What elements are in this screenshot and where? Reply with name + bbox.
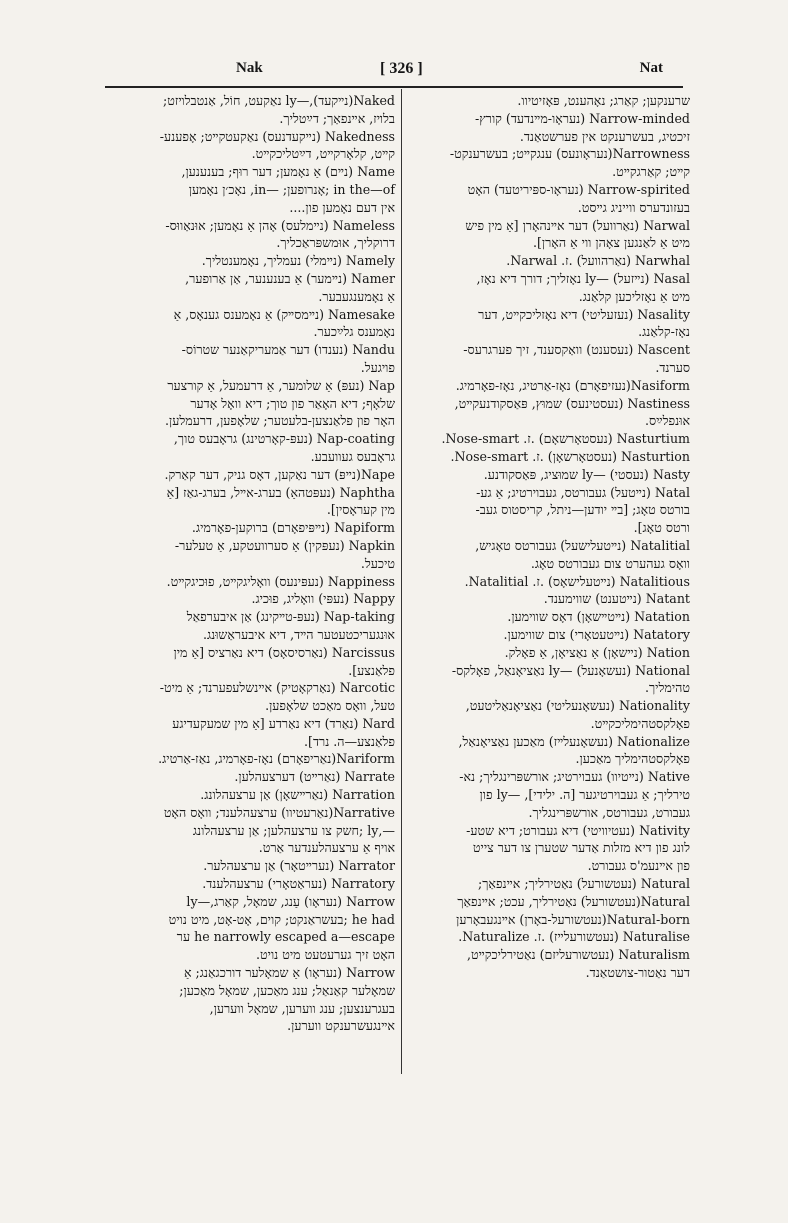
dictionary-line: Nastiness (נעסטינעס) שמוּץ, פּאַסקודנעקײט,	[454, 395, 690, 411]
dictionary-line: Napkin (נעפּקין) אַ סערוועטקע, אַ טעלער-	[174, 537, 395, 553]
dictionary-line: Narrow-minded (נעראָו-מײנדעד) קורץ-	[474, 110, 690, 126]
dictionary-line: Nandu (נענדו) דער אַמעריקאַנער שטרוֹס-	[181, 342, 395, 358]
dictionary-line: דער נאַטור-צושטאַנד.	[585, 965, 690, 981]
dictionary-line: האָט זיך גערעטעט מיט נויט.	[256, 947, 395, 963]
dictionary-line: בורטס טאָג; [בײ יודען—ניתל, קריסטוס געב-	[475, 502, 690, 518]
page-number: [ 326 ]	[380, 60, 423, 77]
dictionary-line: Natalitious (נײטעלישאָס) .ז. Natalitial.	[464, 573, 690, 589]
dictionary-line: טירליך; אַ געבוירטיגער [ה. ילידי], —ly פון	[479, 787, 690, 803]
dictionary-line: Naked(נײקעד),—ly נאַקעט, חוֹל, אַנטבלױזט;	[163, 93, 395, 108]
dictionary-line: Nascent (נעסענט) וואַקסענד, זיך פערגרעס-	[463, 342, 690, 358]
dictionary-line: Nationalize (נעשאָנעלײז) מאַכען נאַציאָנאַל,	[458, 733, 690, 749]
dictionary-line: Natural(נעטשורעל) נאַטירליך, עכט; אײנפאַך	[457, 893, 690, 909]
dictionary-line: National (נעשאָנעל) —ly נאַציאָנאַל, פאָלקס-	[451, 662, 690, 678]
dictionary-line: Nasiform(נעזיפאָרם) נאָז-אַרטיג, נאָז-פאָרמיג.	[455, 377, 690, 393]
dictionary-line: Naturalism (נעטשורעליזם) נאַטירליכקײט,	[467, 947, 690, 963]
dictionary-line: בעזונדערס ווייניג גײסט.	[577, 199, 690, 215]
dictionary-line: טהימליך.	[644, 680, 690, 696]
dictionary-line: וואָס געהערט צום געבורטס טאָג.	[530, 555, 690, 571]
dictionary-line: Nap-coating (נעפּ-קאָרטינג) גראָבעס טוך,	[173, 431, 395, 447]
dictionary-line: he had ;בעשראַנקט; קוים, אָט-אָט, מיט נויט	[168, 911, 395, 927]
dictionary-line: אוּנפלײַס.	[645, 413, 690, 429]
dictionary-line: Nation (נײשאָן) אַ נאַציאָן, אַ פאָלק.	[504, 644, 690, 660]
dictionary-line: Natatory (נײטעטאָרי) צום שווימען.	[503, 626, 690, 642]
dictionary-line: קײט; קאַרגקײט.	[612, 164, 690, 180]
dictionary-line: אוּנגעריכטעטער הײד, דיא איבעראַשוּנג.	[202, 626, 395, 642]
dictionary-line: Narcissus (נאַרסיסאָס) דיא נאַרציס [אַ מין	[173, 644, 395, 660]
dictionary-line: נאָז-קלאַנג.	[638, 324, 690, 340]
dictionary-line: Narration (נאַרײשאָן) אַן ערצעהלונג.	[200, 787, 395, 803]
dictionary-line: Natal (נײטעל) געבורטס, געבוירטיג; אַ גע-	[476, 484, 690, 500]
dictionary-line: געבורט, געבורטס, אורשפּרינגליך.	[528, 804, 690, 820]
dictionary-line: אַ נאָמענגעבער.	[318, 288, 395, 304]
dictionary-line: Nativity (נעטיוויטי) דיא געבורט; דיא שטע-	[466, 822, 690, 838]
dictionary-line: Nakedness (נײקעדנעס) נאַקעטקײט; אָפענע-	[159, 128, 395, 144]
dictionary-line: Nasturtium (נעסטאָרשאָם) .ז. Nose-smart.	[441, 431, 690, 447]
dictionary-line: בעגרענצען; ענג ווערען, שמאָל ווערען,	[209, 1000, 395, 1016]
dictionary-line: מיט אַ נאָזליכען קלאַנג.	[578, 288, 690, 304]
dictionary-line: אין דעם נאָמען פון....	[289, 199, 395, 215]
dictionary-line: בלױז, אײנפאַך; דײַטליך.	[279, 110, 395, 126]
dictionary-line: Nationality (נעשאָנעליטי) נאַציאָנאַליטעט,	[465, 698, 690, 714]
dictionary-line: שמאָלער קאַנאַל; ענג מאַכען, שמאָל מאַכען;	[179, 982, 395, 998]
dictionary-line: Natural (נעטשורעל) נאַטירליך; אײנפאַך;	[477, 876, 690, 892]
dictionary-line: סערנד.	[655, 359, 690, 375]
dictionary-line: ורטס טאָג].	[633, 520, 690, 536]
dictionary-line: Name (נײם) אַ נאָמען; דער רוּף; בענענען,	[181, 164, 395, 180]
dictionary-line: Nasal (נײזעל) —ly נאָזליך; דורך דיא נאָז,	[476, 270, 690, 286]
dictionary-line: Nasty (נעסטי) —ly שמוּציג, פּאַסקודנע.	[483, 466, 690, 482]
dictionary-line: he narrowly escaped a—escape ער	[176, 929, 395, 945]
dictionary-line: Namer (נײמער) אַ בענענער, אַן אַרופער,	[185, 270, 395, 286]
dictionary-line: זיכטיג, בעשרענקט אין פערשטאַנד.	[519, 128, 690, 144]
dictionary-line: Nap-taking (נעפּ-טײקינג) אַן איבערפאַל	[186, 609, 395, 625]
dictionary-line: האָר פון פלאַנצען-בלעטער; שלאָפען, דרעמלען.	[165, 413, 395, 429]
dictionary-line: Nasality (נעזעליטי) דיא נאָזליכקײט, דער	[478, 306, 690, 322]
dictionary-line: דרוקליך, אוּמשפּראַכליך.	[276, 235, 395, 251]
dictionary-line: Namesake (נײמסײק) אַ נאָמענס גענאָס, אַ	[173, 306, 395, 322]
right-column	[406, 92, 690, 982]
dictionary-line: Narwal (נאַרוועל) דער אײנהאָרן [אַ מין פיש	[465, 217, 690, 233]
dictionary-line: לונג פון דיא מזלות אַדער שטערן צו דער צייט	[472, 840, 690, 856]
dictionary-line: Narrator (נערײטאָר) אַן ערצעהלער.	[203, 858, 395, 874]
dictionary-line: טיכעל.	[360, 555, 395, 571]
dictionary-line: Natalitial (נײטעלישעל) געבורטס טאָגיש,	[475, 537, 690, 553]
dictionary-line: Narratory (נעראַטאָרי) ערצעהלענד.	[202, 876, 395, 892]
dictionary-line: קײט, קלאָרקײט, דײַטליכקײט.	[251, 146, 395, 162]
dictionary-line: Native (נײטיוו) געבוירטיג; אורשפּרינגליך; נא-	[459, 769, 690, 785]
dictionary-line: Nasturtion (נעסטאָרשאָן) .ז. Nose-smart.	[450, 448, 690, 464]
dictionary-line: פלאַנצע—ה. נרד].	[304, 733, 395, 749]
dictionary-line: אײנגעשרענקט ווערען.	[287, 1018, 395, 1034]
dictionary-line: Nappy (נעפּי) וואָליג, פוּכיג.	[251, 591, 395, 607]
dictionary-line: Natural-born(נעטשורעל-באָרן) אײנגעבאָרען	[456, 911, 690, 927]
left-column	[110, 92, 395, 1035]
dictionary-line: Namely (נײמלי) נעמליך, נאָמענטליך.	[201, 253, 395, 269]
header-rule	[105, 86, 683, 88]
dictionary-line: Narwhal (נאַרהוועל) .ז. Narwal.	[506, 253, 690, 269]
dictionary-line: Narcotic (נאַרקאָטיק) אײנשלעפערנד; אַ מיט-	[159, 680, 395, 696]
dictionary-line: פאָלקסטהימליך מאַכען.	[575, 751, 690, 767]
dictionary-line: Narrate (נאַרײט) דערצעהלען.	[234, 769, 395, 785]
right-guide-word: Nat	[639, 60, 663, 76]
dictionary-line: פאָלקסטהימליכקײט.	[590, 715, 690, 731]
dictionary-line: פויגעל.	[360, 359, 395, 375]
dictionary-line: Narrow (נעראָו) אַ שמאָלער דורכגאַנג; אַ	[183, 965, 395, 981]
left-guide-word: Nak	[236, 60, 263, 76]
dictionary-line: Narrative(נאַרעטיוו) ערצעהלענד; וואָס האָט	[163, 804, 395, 820]
dictionary-line: Napiform (נײפּיפאָרם) ברוקען-פאָרמיג.	[191, 520, 395, 536]
dictionary-line: Natant (נײטענט) שווימענד.	[543, 591, 690, 607]
dictionary-line: Naturalise (נעטשורעלײז) .ז. Naturalize.	[458, 929, 690, 945]
column-divider	[401, 89, 402, 1074]
dictionary-line: Nariform(נאַריפאָרם) נאָז-פאָרמיג, נאַז-אַרטיג.	[158, 751, 395, 767]
dictionary-line: —,ly ;חשק צו ערצעהלען; אַן ערצעהלונג	[192, 822, 395, 838]
dictionary-line: אויף אַ ערצעהלענדער אַרט.	[258, 840, 395, 856]
dictionary-line: Nard (נאַרד) דיא נאַרדע [אַ מין שמעקעדיגע	[172, 715, 395, 731]
dictionary-line: שרענקען; קאַרג; נאָהענט, פּאָזיטיוו.	[517, 93, 690, 108]
dictionary-line: מיט אַ לאַנגען צאָהן ווי אַ האָרן].	[532, 235, 690, 251]
dictionary-line: גראָבעס געוועבע.	[310, 448, 395, 464]
dictionary-line: Nappiness (נעפּינעס) וואָליגקײט, פוּכיגקײט.	[166, 573, 395, 589]
dictionary-line: Narrow-spirited (נעראָו-ספּיריטעד) האָט	[467, 181, 690, 197]
dictionary-line: Nameless (נײמלעס) אָהן אַ נאָמען; אוּנאַווּס-	[165, 217, 395, 233]
dictionary-line: Natation (נײטײשאָן) דאָס שווימען.	[507, 609, 690, 625]
dictionary-line: Narrow (נעראָו) עַנג, שמאָל, קאַרג,—ly	[186, 893, 395, 909]
dictionary-line: Nape(נײפּ) דער נאַקען, דאָס גניק, דער קאַרק.	[164, 466, 395, 482]
dictionary-line: Nap (נעפּ) אַ שלומער, אַ דרעמעל, אַ קורצער	[167, 377, 395, 393]
dictionary-line: in the—of ;אָנרופען; —in, נאָכ׳ן נאָמען	[188, 181, 395, 197]
dictionary-line: שלאָף; דיא האָאַר פון טוך; דיא וואָל אָדער	[190, 395, 395, 411]
dictionary-line: Naphtha (נעפּטהאַ) בערג-אײל, בערג-גאַז [אַ	[166, 484, 395, 500]
dictionary-line: Narrowness(נעראָונעס) ענגקײט; בעשרענקט-	[449, 146, 690, 162]
page-header	[100, 60, 685, 86]
dictionary-line: נאָמענס גלײַכער.	[313, 324, 395, 340]
dictionary-line: טעל, וואָס מאַכט שלאָפען.	[265, 698, 395, 714]
dictionary-line: פון אײנעמ'ס געבורט.	[587, 858, 690, 874]
dictionary-line: פלאַנצע].	[348, 662, 395, 678]
dictionary-line: מין קעראָסין].	[326, 502, 395, 518]
